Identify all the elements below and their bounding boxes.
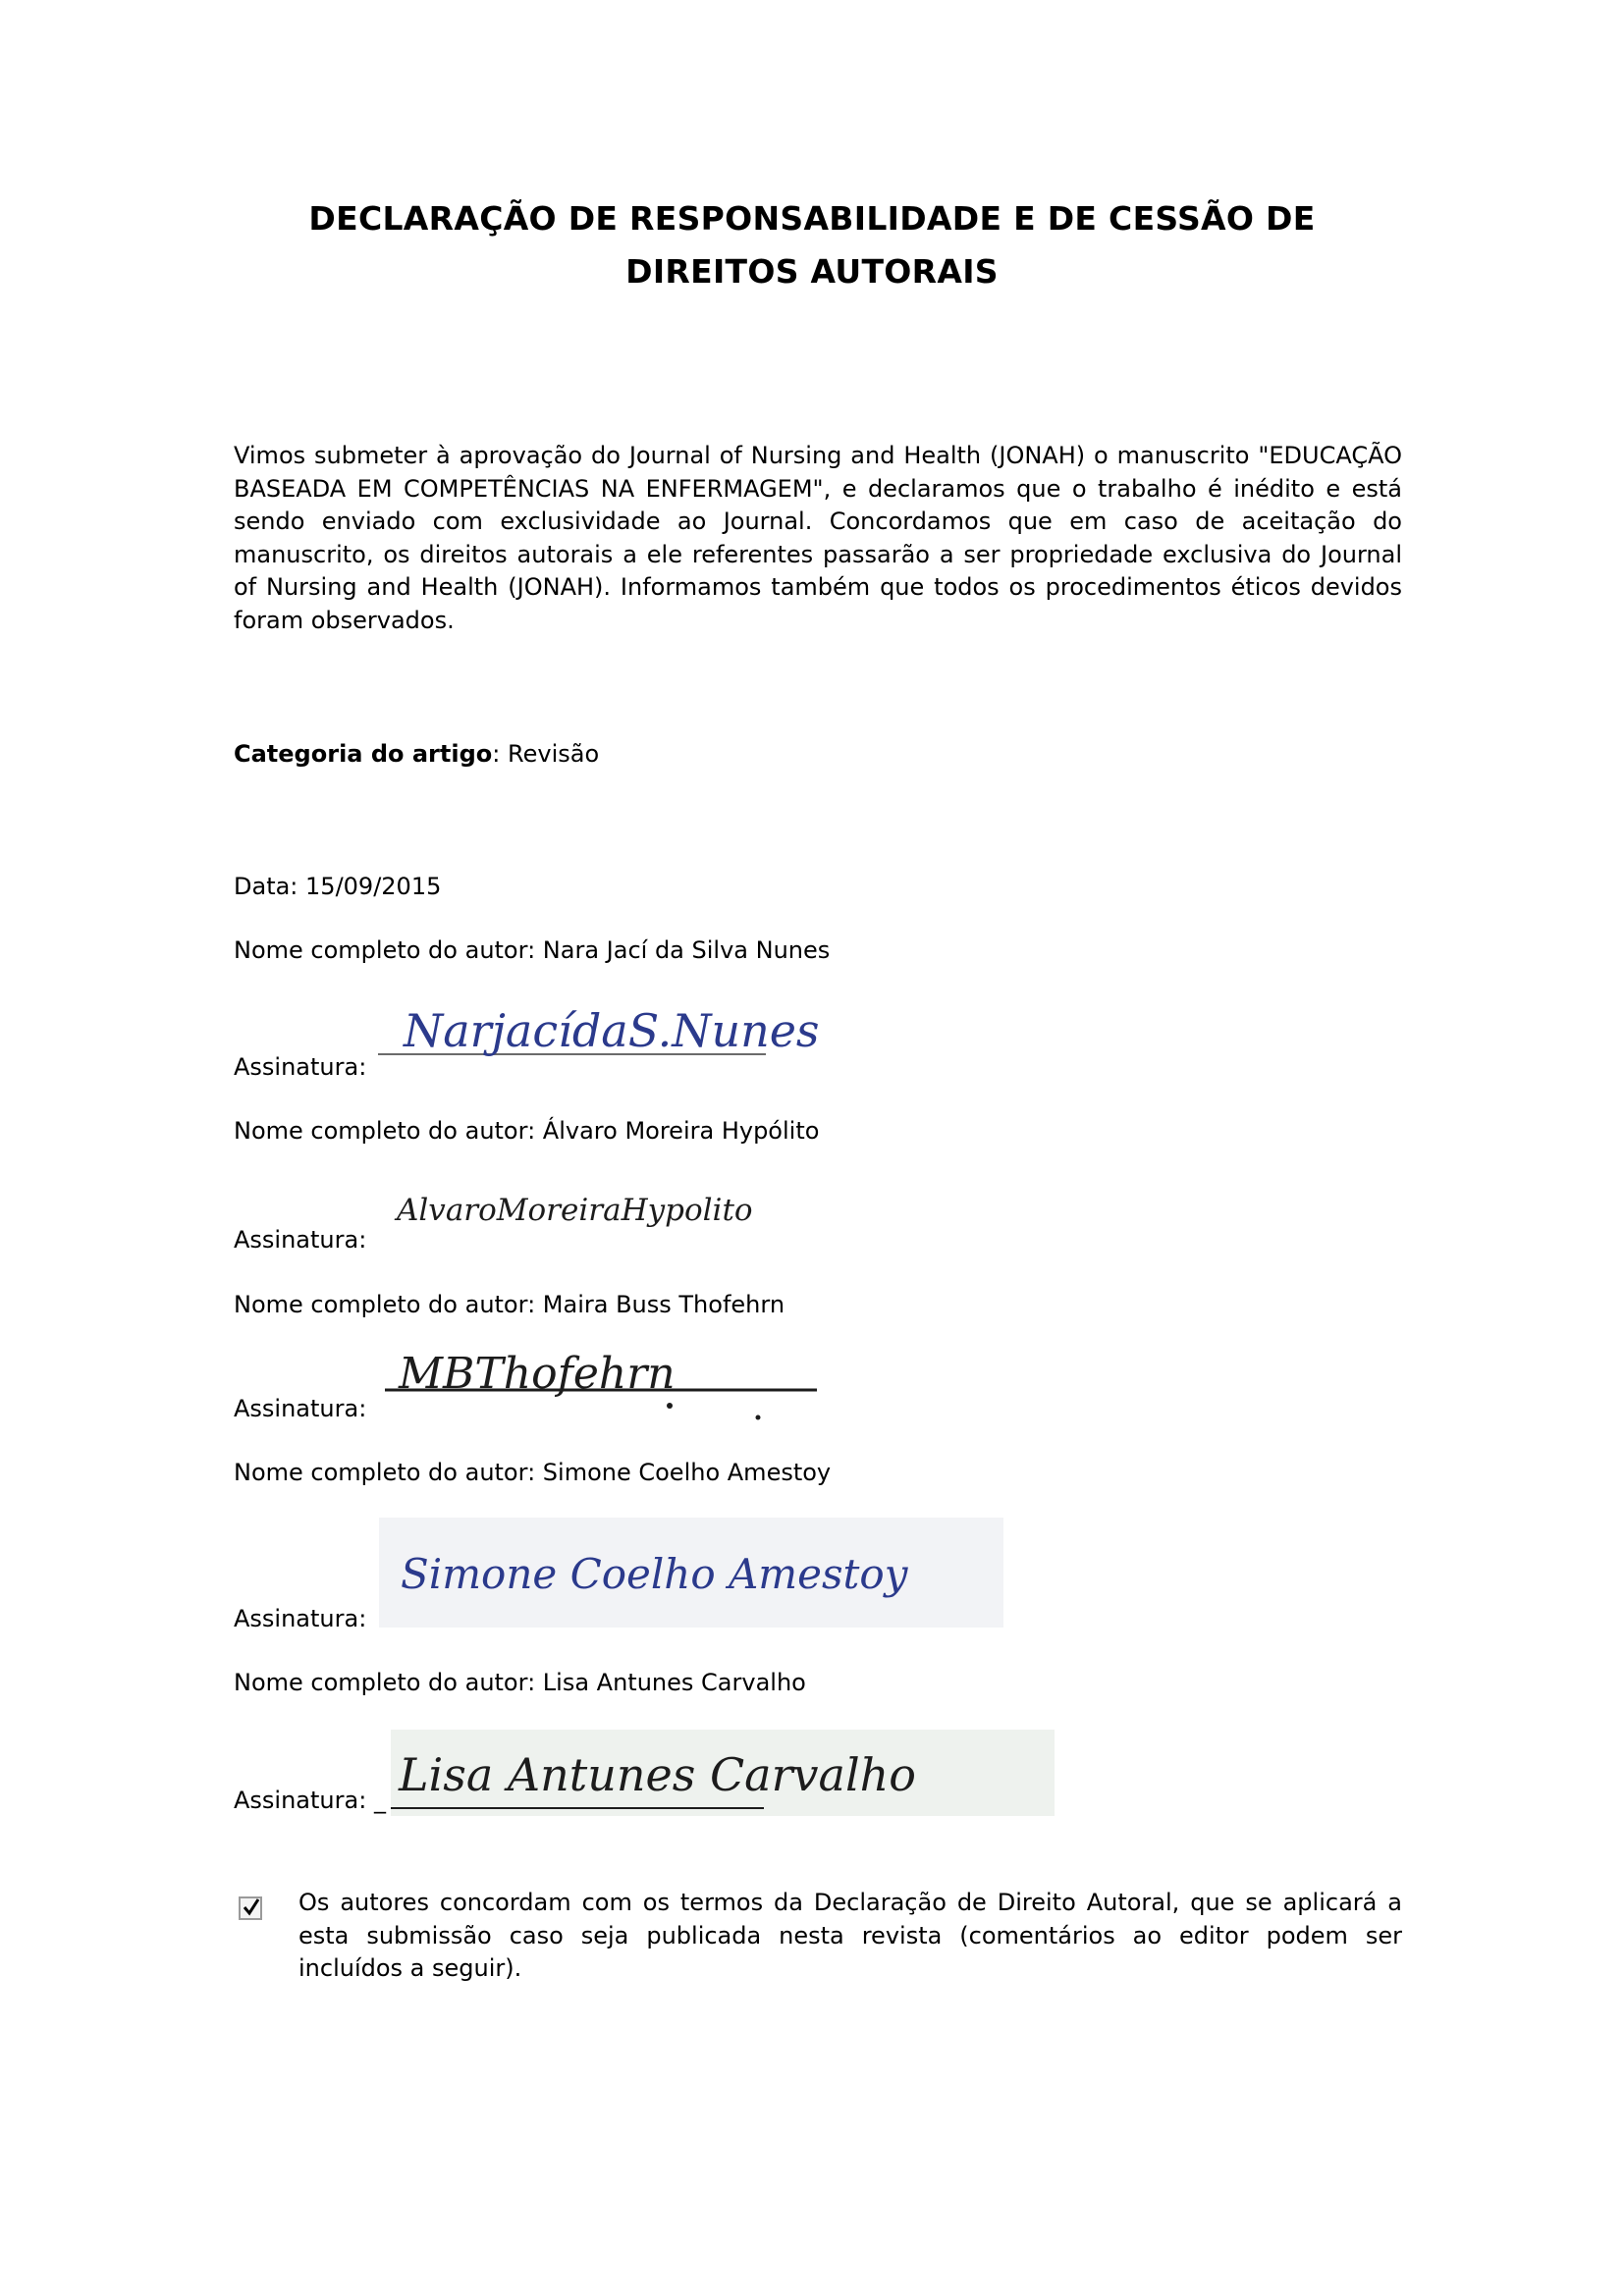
author-label: Nome completo do autor: (234, 1669, 536, 1696)
author-label: Nome completo do autor: (234, 1291, 536, 1318)
title-line-2: DIREITOS AUTORAIS (625, 252, 999, 291)
category-value: Revisão (508, 740, 600, 768)
svg-text:Lisa Antunes Carvalho: Lisa Antunes Carvalho (399, 1748, 917, 1801)
date-value: 15/09/2015 (305, 873, 442, 900)
title-line-1: DECLARAÇÃO DE RESPONSABILIDADE E DE CESSÃO DE (308, 199, 1316, 238)
svg-text:NarjacídaS.Nunes: NarjacídaS.Nunes (404, 1004, 820, 1057)
svg-text:MBThofehrn: MBThofehrn (399, 1349, 676, 1399)
agreement-text: Os autores concordam com os termos da Declaração de Direito Autoral, que se aplicará a esta submissão caso seja publicada nesta revista (comentários ao editor podem ser incluídos a seguir). (298, 1889, 1402, 1982)
signature-prefix-underscore: _ (373, 1787, 386, 1814)
author-line-1 (234, 935, 830, 965)
author-label: Nome completo do autor: (234, 936, 536, 964)
signature-4 (379, 1518, 1003, 1628)
signature-label-3: Assinatura: (234, 1395, 367, 1422)
agreement-checkbox[interactable] (239, 1896, 262, 1920)
signature-label-2: Assinatura: (234, 1226, 367, 1254)
declaration-paragraph: Vimos submeter à aprovação do Journal of Nursing and Health (JONAH) o manuscrito "EDUCAÇÃO BASEADA EM COMPETÊNCIAS NA ENFERMAGEM", e declaramos que o trabalho é inédito e está sendo enviado com exclusividade ao Journal. Concordamos que em caso de aceitação do manuscrito, os direitos autorais a ele referentes passarão a ser propriedade exclusiva do Journal of Nursing and Health (JONAH). Informamos também que todos os procedimentos éticos devidos foram observados. (234, 442, 1402, 634)
author-line-4 (234, 1458, 831, 1487)
author-name-1: Nara Jací da Silva Nunes (542, 936, 831, 964)
author-line-3 (234, 1290, 785, 1319)
author-line-2 (234, 1116, 819, 1146)
author-label: Nome completo do autor: (234, 1117, 536, 1145)
author-label: Nome completo do autor: (234, 1459, 536, 1486)
signature-label-5: Assinatura: _ (234, 1787, 386, 1814)
category-label: Categoria do artigo (234, 740, 493, 768)
author-name-4: Simone Coelho Amestoy (542, 1459, 832, 1486)
signature-label-4: Assinatura: (234, 1605, 367, 1632)
author-name-2: Álvaro Moreira Hypólito (542, 1117, 820, 1145)
date-label: Data: (234, 873, 298, 900)
signature-3 (385, 1343, 827, 1421)
date-line (234, 872, 441, 901)
article-category (234, 739, 599, 769)
category-separator: : (492, 740, 501, 768)
signature-label-1: Assinatura: (234, 1053, 367, 1081)
author-name-5: Lisa Antunes Carvalho (542, 1669, 806, 1696)
signature-1 (378, 993, 820, 1082)
author-line-5 (234, 1668, 806, 1697)
svg-text:Simone Coelho Amestoy: Simone Coelho Amestoy (401, 1550, 908, 1598)
document-title (234, 192, 1390, 298)
author-name-3: Maira Buss Thofehrn (542, 1291, 785, 1318)
signature-2 (393, 1173, 753, 1242)
svg-text:AlvaroMoreiraHypolito: AlvaroMoreiraHypolito (397, 1193, 753, 1228)
checkmark-icon (242, 1895, 261, 1918)
signature-5 (391, 1730, 1055, 1816)
